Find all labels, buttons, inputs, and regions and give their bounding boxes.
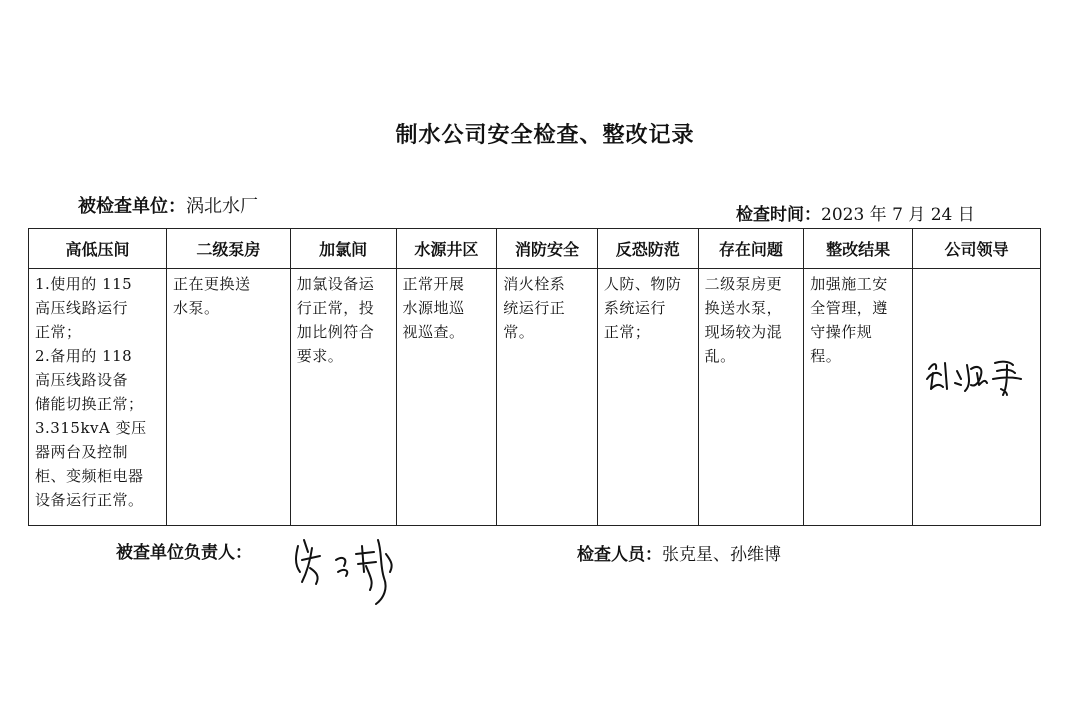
inspection-time — [736, 200, 975, 225]
inspection-record-table — [28, 228, 1041, 526]
table-header-row — [29, 229, 1041, 269]
inspectors-value: 张克星、孙维博 — [662, 545, 781, 565]
responsible-label: 被查单位负责人： — [116, 543, 252, 563]
cell-line: 正在更换送 — [172, 275, 251, 293]
inspection-time-label: 检查时间： — [736, 205, 821, 225]
cell-line: 程。 — [810, 347, 842, 365]
header-issues: 存在问题 — [698, 229, 804, 269]
cell-line: 2.备用的 118 — [35, 347, 133, 365]
inspectors-label: 检查人员： — [577, 545, 662, 565]
cell-line: 储能切换正常； — [35, 395, 144, 413]
responsible-person — [116, 538, 252, 563]
header-company-leader: 公司领导 — [913, 229, 1041, 269]
cell-line: 高压线路设备 — [35, 371, 129, 389]
cell-line: 水泵。 — [172, 299, 220, 317]
cell-line: 加氯设备运 — [296, 275, 375, 293]
cell-line: 设备运行正常。 — [35, 491, 144, 509]
cell-line: 行正常，投 — [296, 299, 375, 317]
cell-line: 正常； — [603, 323, 651, 341]
document-title: 制水公司安全检查、整改记录 — [395, 123, 695, 148]
cell-water-source — [396, 269, 497, 526]
cell-issues — [698, 269, 804, 526]
inspected-unit-label: 被检查单位： — [78, 196, 186, 217]
cell-line: 正常； — [35, 323, 82, 341]
inspection-time-value: 2023 年 7 月 24 日 — [821, 205, 975, 225]
cell-company-leader — [913, 269, 1041, 526]
cell-line: 现场较为混 — [704, 323, 783, 341]
responsible-signature — [290, 532, 400, 612]
cell-anti-terror — [597, 269, 698, 526]
cell-line: 常。 — [503, 323, 535, 341]
cell-line: 加强施工安 — [810, 275, 888, 293]
inspected-unit-value: 涡北水厂 — [186, 196, 258, 217]
header-anti-terror: 反恐防范 — [597, 229, 698, 269]
cell-line: 器两台及控制 — [35, 443, 129, 461]
cell-line: 全管理，遵 — [810, 299, 888, 317]
cell-line: 消火栓系 — [503, 275, 566, 293]
cell-line: 系统运行 — [603, 299, 666, 317]
cell-line: 正常开展 — [402, 275, 465, 293]
inspected-unit — [78, 192, 258, 218]
cell-line: 1.使用的 115 — [35, 275, 133, 293]
header-rectification: 整改结果 — [804, 229, 913, 269]
cell-line: 守操作规 — [810, 323, 873, 341]
cell-line: 柜、变频柜电器 — [35, 467, 144, 485]
header-chlorination: 加氯间 — [290, 229, 396, 269]
cell-line: 要求。 — [296, 347, 344, 365]
cell-secondary-pump — [166, 269, 290, 526]
cell-line: 视巡查。 — [402, 323, 465, 341]
cell-line: 二级泵房更 — [704, 275, 783, 293]
leader-signature — [921, 349, 1031, 399]
cell-line: 高压线路运行 — [35, 299, 129, 317]
cell-line: 乱。 — [704, 347, 736, 365]
cell-fire-safety — [497, 269, 598, 526]
table-row — [29, 269, 1041, 526]
cell-line: 换送水泵， — [704, 299, 783, 317]
header-high-low-voltage: 高低压间 — [29, 229, 167, 269]
cell-rectification — [804, 269, 913, 526]
cell-line: 人防、物防 — [603, 275, 682, 293]
header-fire-safety: 消防安全 — [497, 229, 598, 269]
header-secondary-pump: 二级泵房 — [166, 229, 290, 269]
header-water-source: 水源井区 — [396, 229, 497, 269]
cell-chlorination — [290, 269, 396, 526]
cell-line: 统运行正 — [503, 299, 566, 317]
cell-high-low-voltage — [29, 269, 167, 526]
cell-line: 加比例符合 — [296, 323, 375, 341]
cell-line: 3.315kvA 变压 — [35, 419, 147, 437]
cell-line: 水源地巡 — [402, 299, 465, 317]
inspectors — [577, 540, 781, 565]
